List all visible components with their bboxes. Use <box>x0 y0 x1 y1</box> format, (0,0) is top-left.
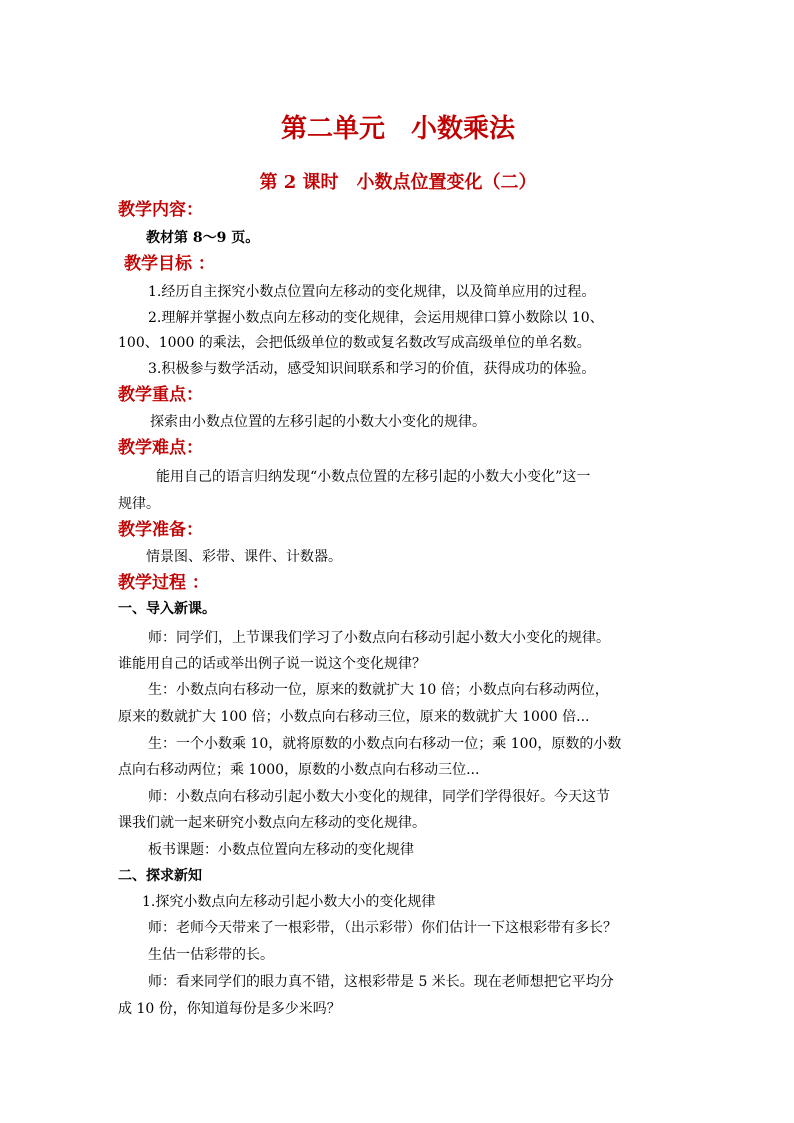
paragraph-line: 板书课题：小数点位置向左移动的变化规律 <box>148 842 414 858</box>
paragraph-line: 师：小数点向右移动引起小数大小变化的规律，同学们学得很好。今天这节 <box>148 789 610 805</box>
paragraph-line: 点向右移动两位；乘 1000，原数的小数点向右移动三位... <box>118 762 480 778</box>
difficulty-text: 能用自己的语言归纳发现“小数点位置的左移引起的小数大小变化”这一 <box>156 469 591 485</box>
key-point-text: 探索由小数点位置的左移引起的小数大小变化的规律。 <box>150 414 486 430</box>
unit-title: 第二单元 小数乘法 <box>280 114 515 144</box>
paragraph-line: 生估一估彩带的长。 <box>148 947 274 963</box>
key-point-heading: 教学重点： <box>118 385 203 405</box>
objective-item: 3.积极参与数学活动，感受知识间联系和学习的价值，获得成功的体验。 <box>148 361 596 377</box>
paragraph-line: 原来的数就扩大 100 倍；小数点向右移动三位，原来的数就扩大 1000 倍... <box>118 709 590 725</box>
objectives-heading: 教学目标 ： <box>124 254 215 274</box>
paragraph-line: 师：看来同学们的眼力真不错，这根彩带是 5 米长。现在老师想把它平均分 <box>148 974 614 990</box>
paragraph-line: 生：小数点向右移动一位，原来的数就扩大 10 倍；小数点向右移动两位， <box>148 682 609 698</box>
paragraph-line: 课我们就一起来研究小数点向左移动的变化规律。 <box>118 815 426 831</box>
paragraph-line: 师：同学们，上节课我们学习了小数点向右移动引起小数大小变化的规律。 <box>148 630 610 646</box>
paragraph-line: 谁能用自己的话或举出例子说一说这个变化规律？ <box>118 656 426 672</box>
difficulty-heading: 教学难点： <box>118 438 203 458</box>
paragraph-line: 成 10 份，你知道每份是多少米吗？ <box>118 1001 341 1017</box>
preparation-text: 情景图、彩带、课件、计数器。 <box>146 549 342 565</box>
section-heading: 一、导入新课。 <box>118 601 216 617</box>
section-heading: 二、探求新知 <box>118 868 202 884</box>
paragraph-line: 师：老师今天带来了一根彩带，（出示彩带）你们估计一下这根彩带有多长？ <box>148 920 617 936</box>
content-text: 教材第 8～9 页。 <box>146 230 260 246</box>
paragraph-line: 生：一个小数乘 10，就将原数的小数点向右移动一位；乘 100，原数的小数 <box>148 736 622 752</box>
paragraph-line: 1.探究小数点向左移动引起小数大小的变化规律 <box>142 894 436 910</box>
objective-item: 100、1000 的乘法，会把低级单位的数或复名数改写成高级单位的单名数。 <box>118 335 591 351</box>
objective-item: 2.理解并掌握小数点向左移动的变化规律，会运用规律口算小数除以 10、 <box>148 310 604 326</box>
objective-item: 1.经历自主探究小数点位置向左移动的变化规律，以及简单应用的过程。 <box>148 284 596 300</box>
lesson-title: 第 2 课时 小数点位置变化（二） <box>259 172 537 193</box>
content-heading: 教学内容： <box>118 200 203 220</box>
preparation-heading: 教学准备： <box>118 520 203 540</box>
process-heading: 教学过程 ： <box>118 573 209 593</box>
difficulty-text: 规律。 <box>118 496 160 512</box>
